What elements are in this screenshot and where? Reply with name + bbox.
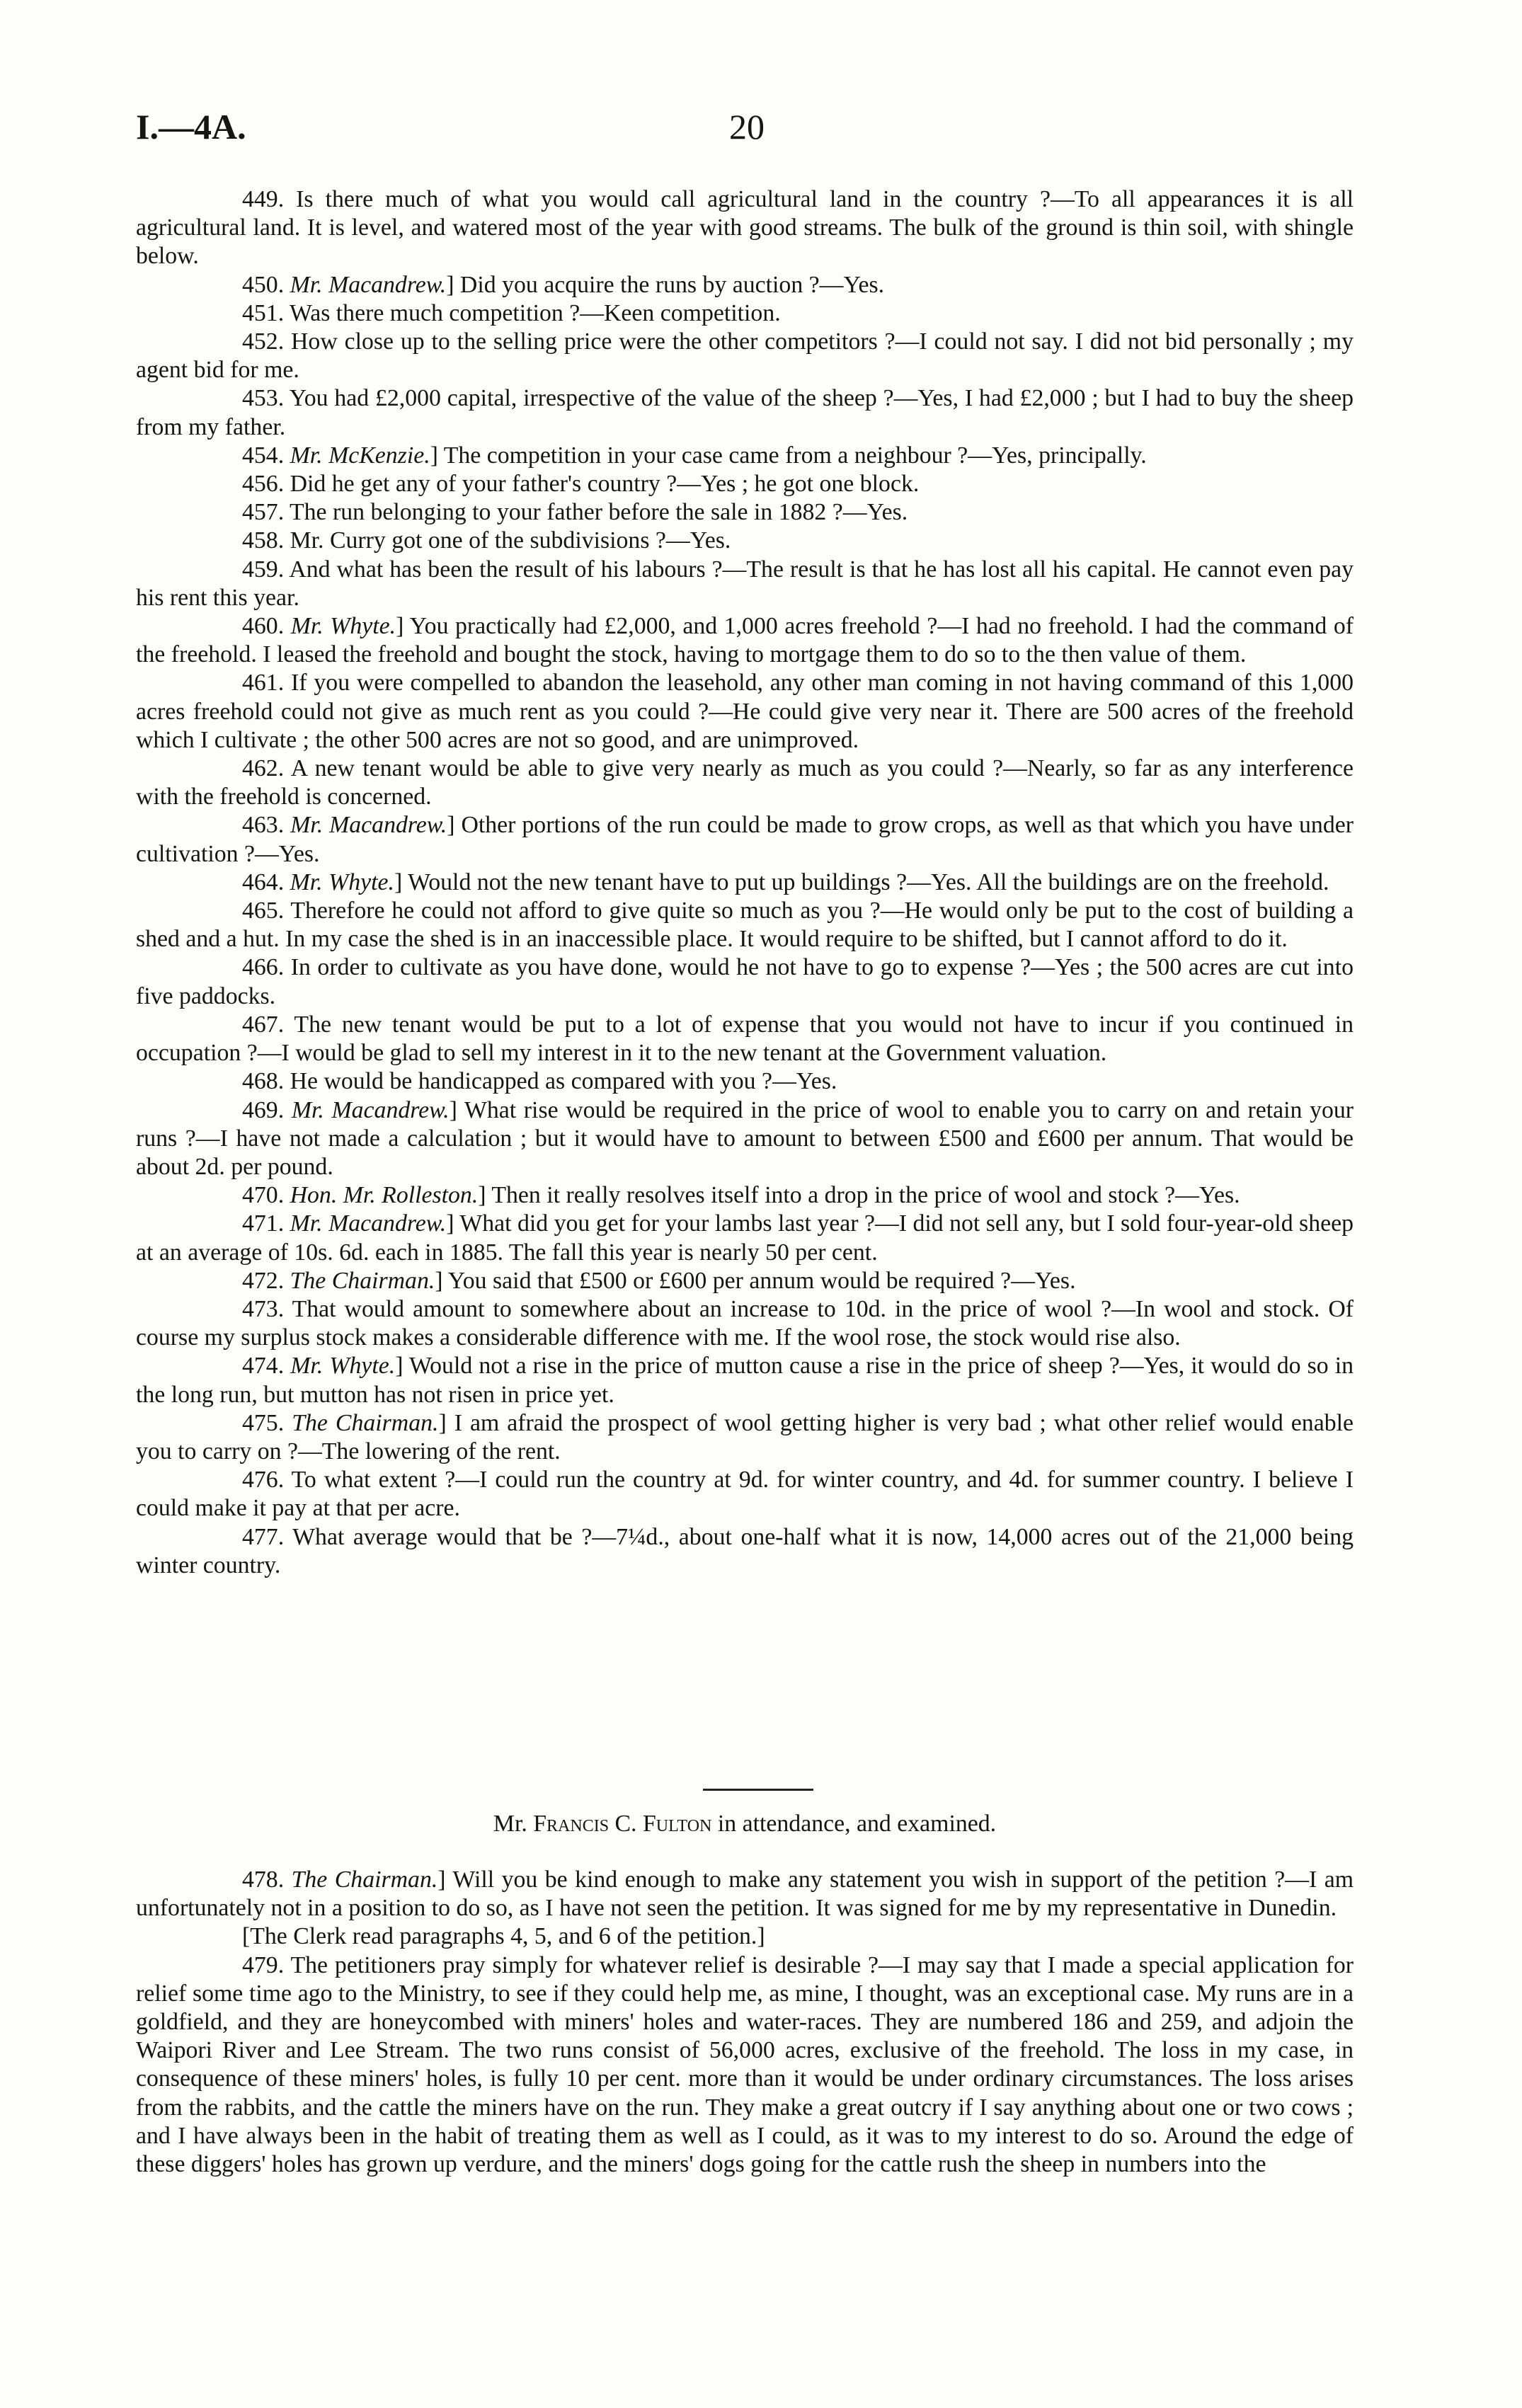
question-number: 452. xyxy=(242,328,285,355)
qa-text: The petitioners pray simply for whatever relief is desirable ?—I may say that I made a special application for relief some time ago to the Ministry, to see if they could help me, as mine, I thought, was an exceptional case. My runs are in a goldfield, and they are honeycombed with miners' holes and water-races. They are numbered 186 and 259, and adjoin the Waipori River and Lee Stream. The two runs consist of 56,000 acres, exclusive of the freehold. The loss in my case, in consequence of these miners' holes, is fully 10 per cent. more than it would be under ordinary circumstances. The loss arises from the rabbits, and the cattle the miners have on the run. They make a great outcry if I say anything about one or two cows ; and I have always been in the habit of treating them as well as I could, as it was to my interest to do so. Around the edge of these diggers' holes has grown up verdure, and the miners' dogs going for the cattle rush the sheep in numbers into the xyxy=(136,1951,1354,2178)
qa-paragraph xyxy=(136,669,1354,755)
qa-text: Would not a rise in the price of mutton cause a rise in the price of sheep ?—Yes, it would do so in the long run, but mutton has not risen in price yet. xyxy=(136,1353,1354,1408)
section-divider xyxy=(703,1789,813,1791)
question-number: 449. xyxy=(242,186,285,212)
qa-text: The new tenant would be put to a lot of expense that you would not have to incur if you continued in occupation ?—I would be glad to sell my interest in it to the new tenant at the Government valuation. xyxy=(136,1011,1354,1067)
question-number: 460. xyxy=(242,613,285,640)
question-number: 476. xyxy=(242,1467,285,1493)
qa-text: You had £2,000 capital, irrespective of the value of the sheep ?—Yes, I had £2,000 ; but I had to buy the sheep from my father. xyxy=(136,385,1354,440)
qa-paragraph xyxy=(136,1295,1354,1352)
qa-paragraph xyxy=(136,498,1354,527)
qa-text: If you were compelled to abandon the leasehold, any other man coming in not having command of this 1,000 acres freehold could not give as much rent as you could ?—He could give very near it. There are 500 acres of the freehold which I cultivate ; the other 500 acres are not so good, and are unimproved. xyxy=(136,670,1354,753)
qa-text: How close up to the selling price were the other competitors ?—I could not say. I did not bid personally ; my agent bid for me. xyxy=(136,328,1354,384)
qa-paragraph: 463. Mr. Macandrew.] Other portions of the run could be made to grow crops, as well as that which you have under cultivation ?—Yes. xyxy=(136,812,1354,867)
qa-paragraph xyxy=(136,1523,1354,1580)
qa-paragraph xyxy=(136,755,1354,811)
evidence-block-1 xyxy=(136,185,1354,1580)
question-number: 462. xyxy=(242,755,285,782)
qa-text: Mr. Curry got one of the subdivisions ?—Yes. xyxy=(290,527,731,554)
speaker-name: Mr. Whyte. xyxy=(290,613,396,640)
speaker-name: Mr. Whyte. xyxy=(290,1353,396,1380)
speaker-name: Mr. McKenzie. xyxy=(290,442,430,469)
qa-text: He would be handicapped as compared with you ?—Yes. xyxy=(290,1068,837,1095)
qa-text: The competition in your case came from a neighbour ?—Yes, principally. xyxy=(443,442,1147,469)
qa-paragraph xyxy=(136,1011,1354,1067)
question-number: 477. xyxy=(242,1523,285,1550)
qa-text: What did you get for your lambs last year ?—I did not sell any, but I sold four-year-old sheep at an average of 10s. 6d. each in 1885. The fall this year is nearly 50 per cent. xyxy=(136,1210,1354,1266)
qa-paragraph: 471. Mr. Macandrew.] What did you get for your lambs last year ?—I did not sell any, but I sold four-year-old sheep at an average of 10s. 6d. each in 1885. The fall this year is nearly 50 per cent. xyxy=(136,1210,1354,1266)
question-number: 451. xyxy=(242,299,285,326)
qa-paragraph: 478. The Chairman.] Will you be kind enough to make any statement you wish in support of the petition ?—I am unfortunately not in a position to do so, as I have not seen the petition. It was signed for me by my representative in Dunedin. xyxy=(136,1867,1354,1922)
qa-paragraph xyxy=(136,299,1354,328)
qa-paragraph: 454. Mr. McKenzie.] The competition in your case came from a neighbour ?—Yes, principally. xyxy=(242,442,1147,469)
question-number: 459. xyxy=(242,556,285,583)
qa-paragraph xyxy=(136,470,1354,498)
qa-paragraph xyxy=(136,897,1354,953)
qa-text: Did he get any of your father's country ?—Yes ; he got one block. xyxy=(290,471,920,498)
question-number: 463. xyxy=(242,812,285,839)
witness-name: Francis C. Fulton xyxy=(533,1811,712,1837)
question-number: 472. xyxy=(242,1267,285,1294)
qa-paragraph: 460. Mr. Whyte.] You practically had £2,000, and 1,000 acres freehold ?—I had no freehold. I had the command of the freehold. I leased the freehold and bought the stock, having to mortgage them to do so to the then value of them. xyxy=(136,613,1354,668)
qa-text: I am afraid the prospect of wool getting higher is very bad ; what other relief would enable you to carry on ?—The lowering of the rent. xyxy=(136,1409,1354,1464)
page-number: 20 xyxy=(729,107,765,147)
qa-paragraph xyxy=(136,953,1354,1010)
qa-paragraph xyxy=(136,556,1354,612)
question-number: 465. xyxy=(242,898,285,924)
evidence-group-479 xyxy=(136,1951,1354,2179)
question-number: 457. xyxy=(242,499,285,526)
document-code: I.—4A. xyxy=(136,107,246,147)
qa-paragraph: 469. Mr. Macandrew.] What rise would be required in the price of wool to enable you to carry on and retain your runs ?—I have not made a calculation ; but it would have to amount to between £500 and £600 per annum. That would be about 2d. per pound. xyxy=(136,1096,1354,1180)
qa-paragraph xyxy=(136,1951,1354,2179)
question-number: 464. xyxy=(242,868,285,895)
qa-paragraph xyxy=(136,1466,1354,1523)
witness-suffix: in attendance, and examined. xyxy=(717,1811,997,1837)
qa-paragraph: 475. The Chairman.] I am afraid the prospect of wool getting higher is very bad ; what other relief would enable you to carry on ?—The lowering of the rent. xyxy=(136,1409,1354,1464)
qa-text: Other portions of the run could be made to grow crops, as well as that which you have under cultivation ?—Yes. xyxy=(136,812,1354,867)
speaker-name: Mr. Macandrew. xyxy=(290,1210,447,1237)
speaker-name: Mr. Macandrew. xyxy=(291,1096,450,1123)
question-number: 461. xyxy=(242,670,285,696)
qa-text: The run belonging to your father before the sale in 1882 ?—Yes. xyxy=(290,499,908,526)
speaker-name: Mr. Macandrew. xyxy=(290,271,447,298)
qa-paragraph: 474. Mr. Whyte.] Would not a rise in the price of mutton cause a rise in the price of sheep ?—Yes, it would do so in the long run, but mutton has not risen in price yet. xyxy=(136,1353,1354,1408)
qa-text: Did you acquire the runs by auction ?—Yes. xyxy=(459,271,885,298)
qa-text: Was there much competition ?—Keen competition. xyxy=(290,299,781,326)
qa-text: What rise would be required in the price of wool to enable you to carry on and retain your runs ?—I have not made a calculation ; but it would have to amount to between £500 and £600 per annum. That would be about 2d. per pound. xyxy=(136,1096,1354,1180)
question-number: 466. xyxy=(242,954,285,981)
question-number: 478. xyxy=(242,1867,285,1893)
question-number: 456. xyxy=(242,471,285,498)
qa-text: Therefore he could not afford to give quite so much as you ?—He would only be put to the cost of building a shed and a hut. In my case the shed is in an inaccessible place. It would require to be shifted, but I cannot afford to do it. xyxy=(136,898,1354,953)
qa-text: In order to cultivate as you have done, would he not have to go to expense ?—Yes ; the 500 acres are cut into five paddocks. xyxy=(136,954,1354,1009)
qa-paragraph xyxy=(136,1067,1354,1096)
qa-text: That would amount to somewhere about an increase to 10d. in the price of wool ?—In wool and stock. Of course my surplus stock makes a considerable difference with me. If the wool rose, the stock would rise also. xyxy=(136,1295,1354,1351)
question-number: 450. xyxy=(242,271,285,298)
witness-heading xyxy=(136,1810,1354,1838)
qa-text: What average would that be ?—7¼d., about one-half what it is now, 14,000 acres out of the 21,000 being winter country. xyxy=(136,1523,1354,1578)
speaker-name: Hon. Mr. Rolleston. xyxy=(290,1182,479,1209)
qa-text: Then it really resolves itself into a drop in the price of wool and stock ?—Yes. xyxy=(491,1182,1240,1209)
question-number: 479. xyxy=(242,1951,285,1978)
question-number: 467. xyxy=(242,1011,285,1038)
question-number: 454. xyxy=(242,442,285,469)
speaker-name: Mr. Macandrew. xyxy=(290,812,447,839)
qa-paragraph xyxy=(136,328,1354,384)
question-number: 474. xyxy=(242,1353,285,1380)
qa-text: To what extent ?—I could run the country at 9d. for winter country, and 4d. for summer country. I believe I could make it pay at that per acre. xyxy=(136,1467,1354,1522)
question-number: 470. xyxy=(242,1182,285,1209)
qa-paragraph xyxy=(136,185,1354,271)
question-number: 453. xyxy=(242,385,285,412)
qa-text: And what has been the result of his labours ?—The result is that he has lost all his capital. He cannot even pay his rent this year. xyxy=(136,556,1354,611)
qa-paragraph: 464. Mr. Whyte.] Would not the new tenant have to put up buildings ?—Yes. All the buildings are on the freehold. xyxy=(242,868,1329,895)
qa-paragraph: 472. The Chairman.] You said that £500 or £600 per annum would be required ?—Yes. xyxy=(242,1267,1076,1294)
qa-text: A new tenant would be able to give very nearly as much as you could ?—Nearly, so far as any interference with the freehold is concerned. xyxy=(136,755,1354,810)
qa-paragraph: 450. Mr. Macandrew.] Did you acquire the runs by auction ?—Yes. xyxy=(242,271,885,298)
question-number: 458. xyxy=(242,527,285,554)
qa-text: Is there much of what you would call agricultural land in the country ?—To all appearances it is all agricultural land. It is level, and watered most of the year with good streams. The bulk of the ground is thin soil, with shingle below. xyxy=(136,186,1354,270)
qa-text: You practically had £2,000, and 1,000 acres freehold ?—I had no freehold. I had the command of the freehold. I leased the freehold and bought the stock, having to mortgage them to do so to the then value of them. xyxy=(136,613,1354,668)
qa-text: Would not the new tenant have to put up buildings ?—Yes. All the buildings are on the freehold. xyxy=(408,868,1329,895)
qa-paragraph: 470. Hon. Mr. Rolleston.] Then it really resolves itself into a drop in the price of wool and stock ?—Yes. xyxy=(242,1182,1240,1209)
qa-text: You said that £500 or £600 per annum would be required ?—Yes. xyxy=(447,1267,1076,1294)
qa-text: Will you be kind enough to make any statement you wish in support of the petition ?—I am unfortunately not in a position to do so, as I have not seen the petition. It was signed for me by my representative in Dunedin. xyxy=(136,1867,1354,1922)
speaker-name: The Chairman. xyxy=(291,1867,438,1893)
speaker-name: The Chairman. xyxy=(292,1409,439,1436)
evidence-block-2 xyxy=(136,1866,1354,2179)
question-number: 473. xyxy=(242,1295,285,1322)
question-number: 475. xyxy=(242,1409,285,1436)
qa-paragraph xyxy=(136,384,1354,441)
qa-paragraph xyxy=(136,527,1354,555)
witness-prefix: Mr. xyxy=(493,1811,527,1837)
question-number: 468. xyxy=(242,1068,285,1095)
clerk-note: [The Clerk read paragraphs 4, 5, and 6 of the petition.] xyxy=(242,1923,765,1950)
question-number: 471. xyxy=(242,1210,285,1237)
speaker-name: The Chairman. xyxy=(290,1267,435,1294)
question-number: 469. xyxy=(242,1096,285,1123)
evidence-group-478 xyxy=(136,1866,1354,1922)
speaker-name: Mr. Whyte. xyxy=(290,868,394,895)
